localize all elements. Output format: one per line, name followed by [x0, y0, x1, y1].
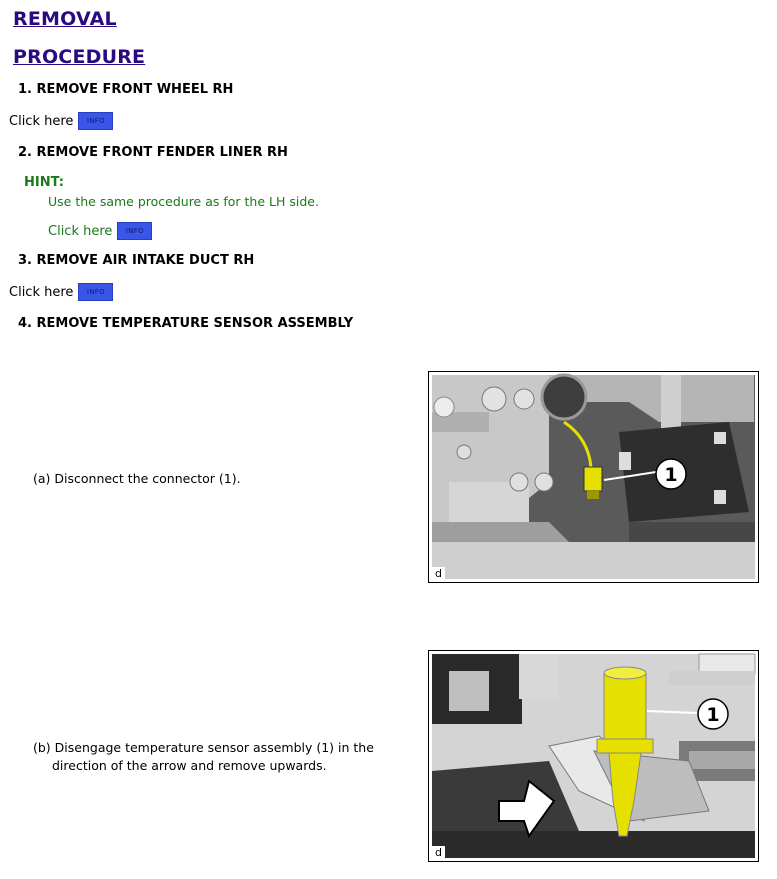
figure-connector	[428, 371, 759, 583]
click-here-text: Click here	[9, 284, 74, 300]
connector-illustration	[429, 372, 758, 582]
step-1-click-row	[9, 112, 113, 130]
callout-1-label: 1	[664, 464, 678, 486]
substep-b-line1: (b) Disengage temperature sensor assembly (1) in the	[33, 740, 374, 755]
info-button[interactable]: INFO	[117, 222, 152, 240]
figure-label: d	[432, 567, 445, 580]
info-button[interactable]: INFO	[78, 112, 113, 130]
info-button[interactable]: INFO	[78, 283, 113, 301]
click-here-text: Click here	[48, 223, 113, 239]
hint-click-row	[48, 222, 152, 240]
step-3-click-row	[9, 283, 113, 301]
substep-a-line1: (a) Disconnect the connector (1).	[33, 471, 241, 486]
step-4-heading: 4. REMOVE TEMPERATURE SENSOR ASSEMBLY	[18, 316, 354, 331]
substep-b-text	[33, 739, 374, 775]
hint-label: HINT:	[24, 175, 64, 190]
callout-1-label: 1	[706, 704, 720, 726]
step-1-heading: 1. REMOVE FRONT WHEEL RH	[18, 82, 234, 97]
figure-sensor	[428, 650, 759, 862]
substep-b-line2: direction of the arrow and remove upwards.	[52, 758, 327, 773]
hint-text: Use the same procedure as for the LH side.	[48, 194, 319, 209]
step-2-heading: 2. REMOVE FRONT FENDER LINER RH	[18, 145, 288, 160]
click-here-text: Click here	[9, 113, 74, 129]
sensor-illustration	[429, 651, 758, 861]
figure-label: d	[432, 846, 445, 859]
substep-a-text	[33, 470, 241, 488]
page-title-removal: REMOVAL	[13, 8, 117, 30]
step-3-heading: 3. REMOVE AIR INTAKE DUCT RH	[18, 253, 255, 268]
page-title-procedure: PROCEDURE	[13, 46, 146, 68]
